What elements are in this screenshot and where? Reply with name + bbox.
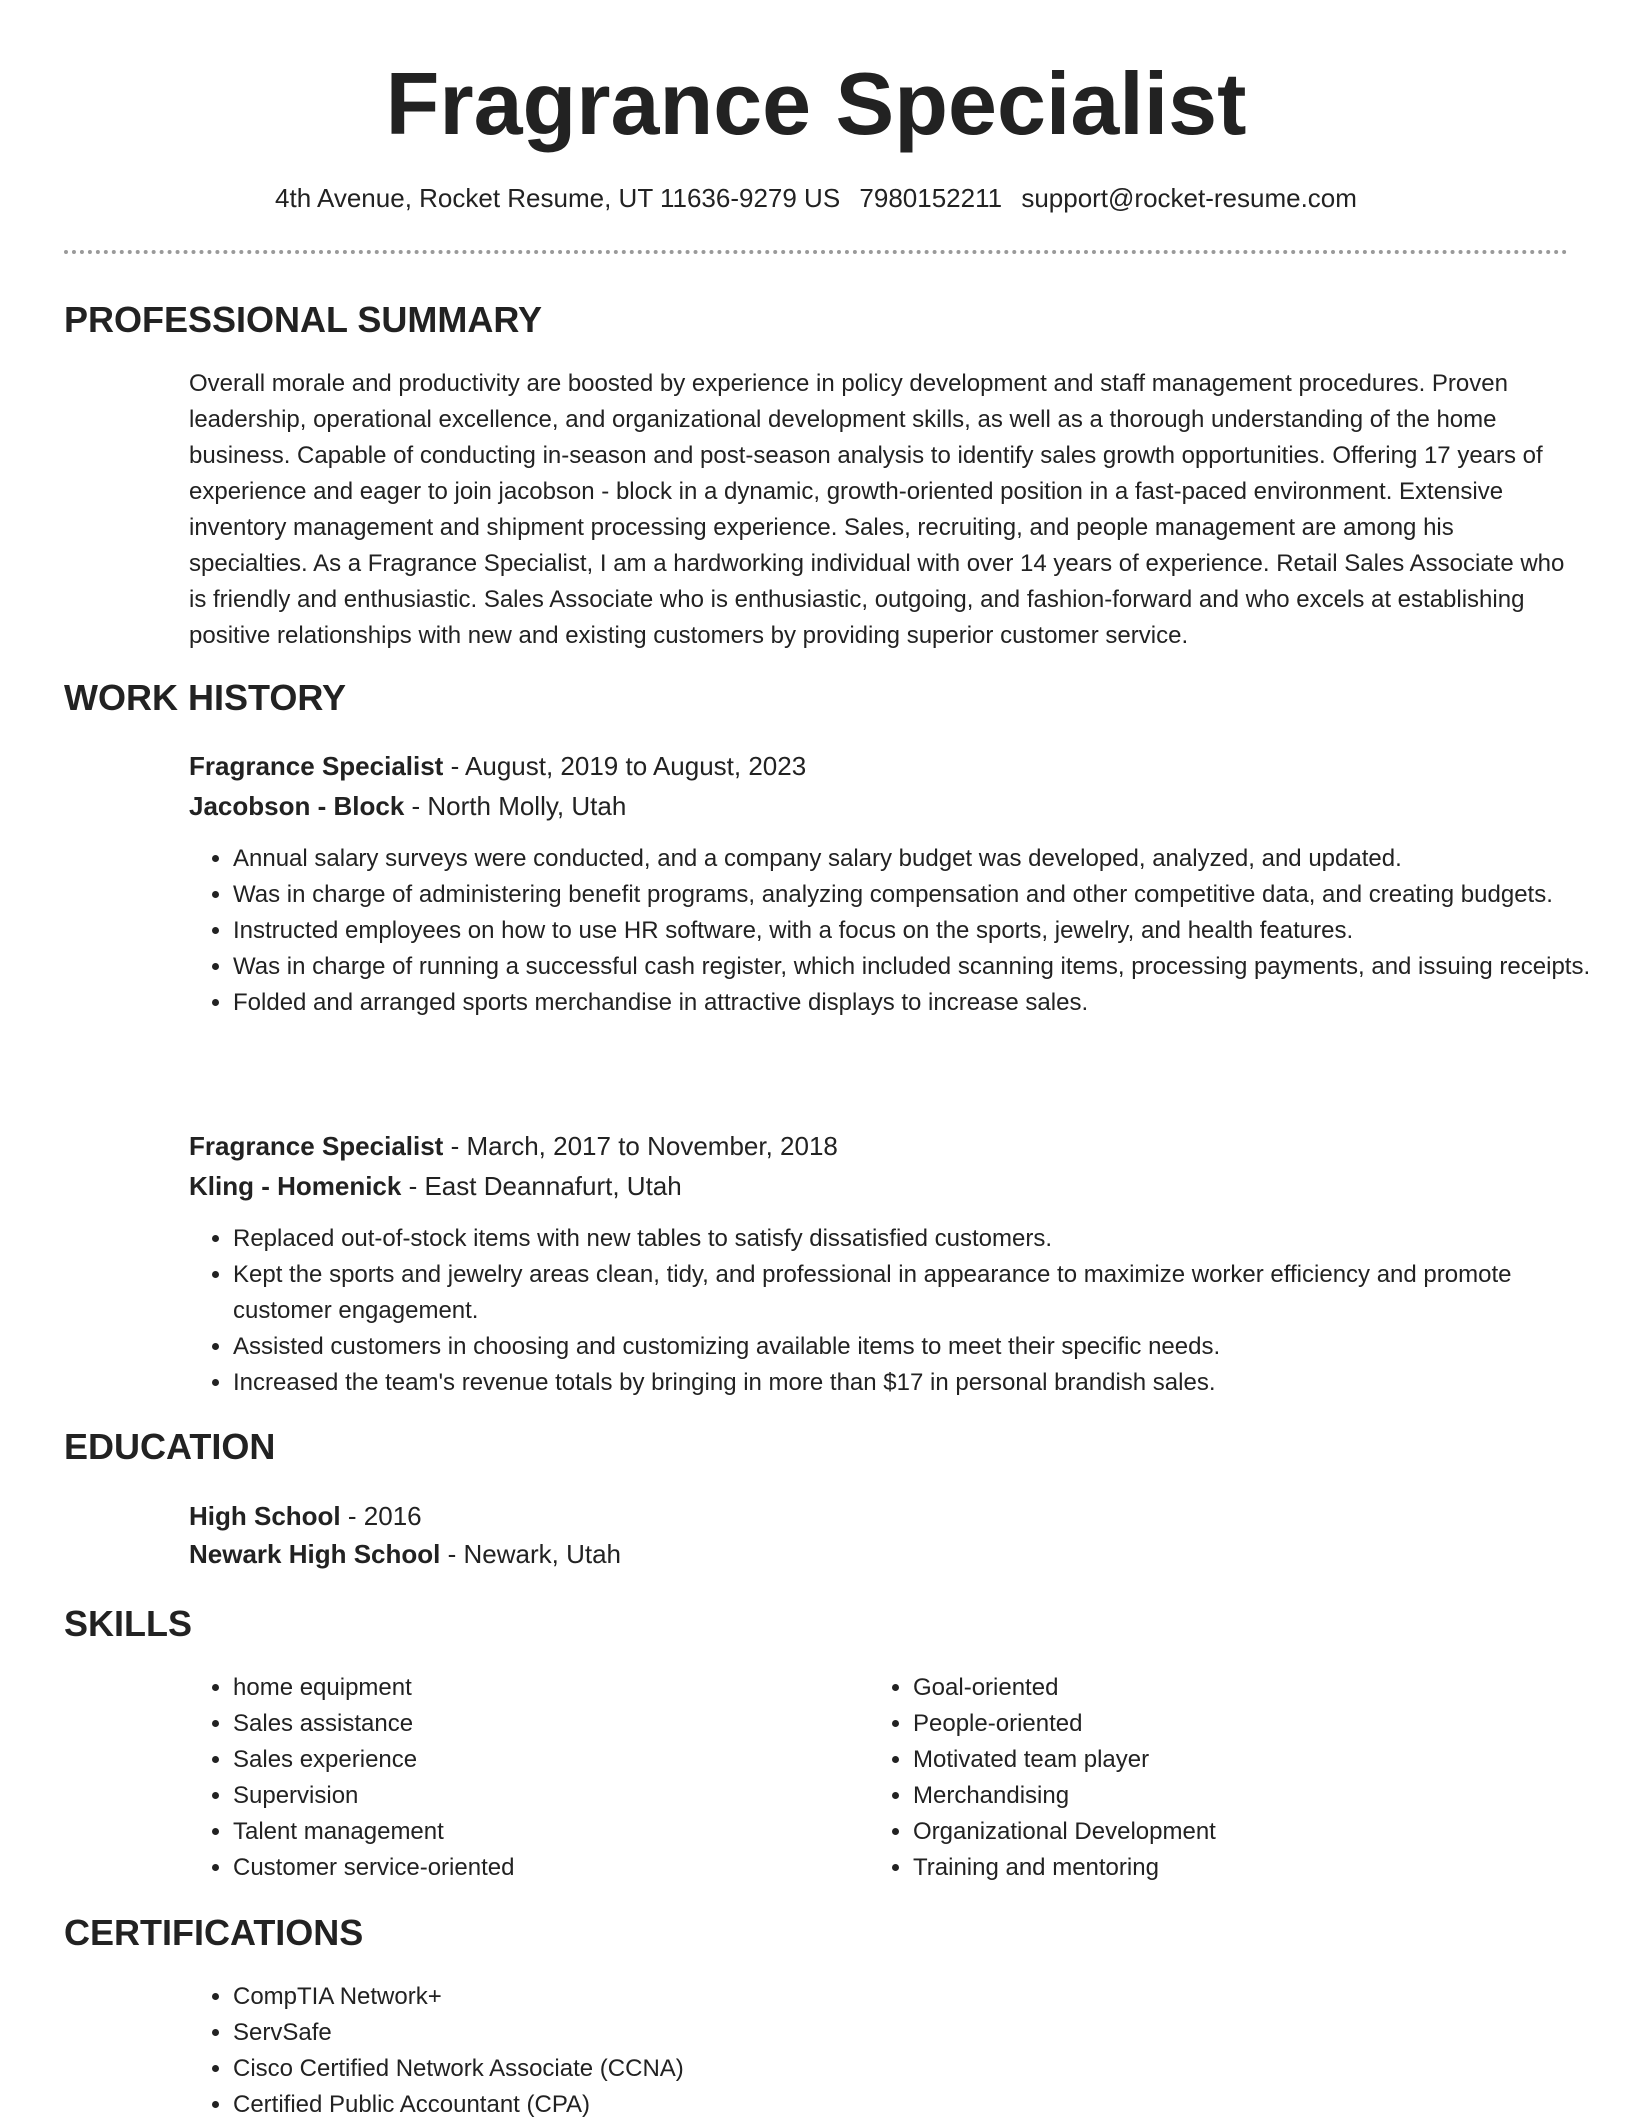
education-degree: High School — [189, 1501, 341, 1531]
summary-heading: PROFESSIONAL SUMMARY — [64, 299, 543, 340]
list-item: • Folded and arranged sports merchandise in attractive displays to increase sales. — [233, 985, 1613, 1021]
skills-heading: SKILLS — [64, 1603, 193, 1644]
education-heading: EDUCATION — [64, 1426, 276, 1467]
contact-address: 4th Avenue, Rocket Resume, UT 11636-9279 US — [275, 183, 841, 213]
list-item: • Supervision — [233, 1778, 873, 1814]
list-item: • CompTIA Network+ — [233, 1979, 1613, 2015]
list-item: • Cisco Certified Network Associate (CCNA) — [233, 2051, 1613, 2087]
education-school-line — [189, 1536, 621, 1572]
list-item: • Merchandising — [913, 1778, 1553, 1814]
job-1-company: Jacobson - Block — [189, 791, 405, 821]
skills-list-left — [189, 1670, 873, 1886]
education-school: Newark High School — [189, 1539, 441, 1569]
list-item: • Talent management — [233, 1814, 873, 1850]
job-1-bullets — [189, 841, 1613, 1021]
summary-text: Overall morale and productivity are boosted by experience in policy development and staff management procedures. Proven leadership, operational excellence, and organizational development skills, as well as a thorough understanding of the home business. Capable of conducting in-season and post-season analysis to identify sales growth opportunities. Offering 17 years of experience and eager to join jacobson - block in a dynamic, growth-oriented position in a fast-paced environment. Extensive inventory management and shipment processing experience. Sales, recruiting, and people management are among his specialties. As a Fragrance Specialist, I am a hardworking individual with over 14 years of experience. Retail Sales Associate who is friendly and enthusiastic. Sales Associate who is enthusiastic, outgoing, and fashion-forward and who excels at establishing positive relationships with new and existing customers by providing superior customer service. — [189, 370, 1565, 649]
list-item: • Was in charge of administering benefit programs, analyzing compensation and other competitive data, and creating budgets. — [233, 877, 1613, 913]
skills-list-right — [869, 1670, 1553, 1886]
list-item: • Customer service-oriented — [233, 1850, 873, 1886]
list-item: • Instructed employees on how to use HR software, with a focus on the sports, jewelry, and health features. — [233, 913, 1613, 949]
list-item: • Organizational Development — [913, 1814, 1553, 1850]
job-2-title-line — [189, 1128, 838, 1164]
list-item: • Sales assistance — [233, 1706, 873, 1742]
contact-line — [0, 180, 1632, 216]
list-item: • People-oriented — [913, 1706, 1553, 1742]
list-item: • Motivated team player — [913, 1742, 1553, 1778]
list-item: • Sales experience — [233, 1742, 873, 1778]
list-item: • Increased the team's revenue totals by bringing in more than $17 in personal brandish sales. — [233, 1365, 1613, 1401]
contact-email[interactable]: support@rocket-resume.com — [1021, 183, 1357, 213]
education-location: - Newark, Utah — [440, 1539, 621, 1569]
job-1-company-line — [189, 788, 626, 824]
job-2-company: Kling - Homenick — [189, 1171, 402, 1201]
job-2-company-line — [189, 1168, 682, 1204]
education-year: - 2016 — [340, 1501, 422, 1531]
job-2-dates: - March, 2017 to November, 2018 — [443, 1131, 838, 1161]
education-degree-line — [189, 1498, 422, 1534]
list-item: • Kept the sports and jewelry areas clean, tidy, and professional in appearance to maximize worker efficiency and promote customer engagement. — [233, 1257, 1613, 1329]
job-2-title: Fragrance Specialist — [189, 1131, 444, 1161]
list-item: • ServSafe — [233, 2015, 1613, 2051]
job-2-location: - East Deannafurt, Utah — [401, 1171, 682, 1201]
job-1-location: - North Molly, Utah — [404, 791, 627, 821]
list-item: • Replaced out-of-stock items with new tables to satisfy dissatisfied customers. — [233, 1221, 1613, 1257]
list-item: • Goal-oriented — [913, 1670, 1553, 1706]
certifications-list — [189, 1979, 1613, 2123]
certifications-heading: CERTIFICATIONS — [64, 1912, 364, 1953]
job-1-dates: - August, 2019 to August, 2023 — [443, 751, 807, 781]
job-2-bullets — [189, 1221, 1613, 1401]
list-item: • Assisted customers in choosing and customizing available items to meet their specific needs. — [233, 1329, 1613, 1365]
list-item: • home equipment — [233, 1670, 873, 1706]
header-divider — [64, 250, 1568, 254]
list-item: • Certified Public Accountant (CPA) — [233, 2087, 1613, 2123]
job-1-title: Fragrance Specialist — [189, 751, 444, 781]
list-item: • Was in charge of running a successful cash register, which included scanning items, processing payments, and issuing receipts. — [233, 949, 1613, 985]
list-item: • Training and mentoring — [913, 1850, 1553, 1886]
work-history-heading: WORK HISTORY — [64, 677, 347, 718]
contact-phone: 7980152211 — [859, 183, 1003, 213]
job-1-title-line — [189, 748, 806, 784]
list-item: • Annual salary surveys were conducted, and a company salary budget was developed, analyzed, and updated. — [233, 841, 1613, 877]
resume-name-title: Fragrance Specialist — [385, 54, 1247, 153]
